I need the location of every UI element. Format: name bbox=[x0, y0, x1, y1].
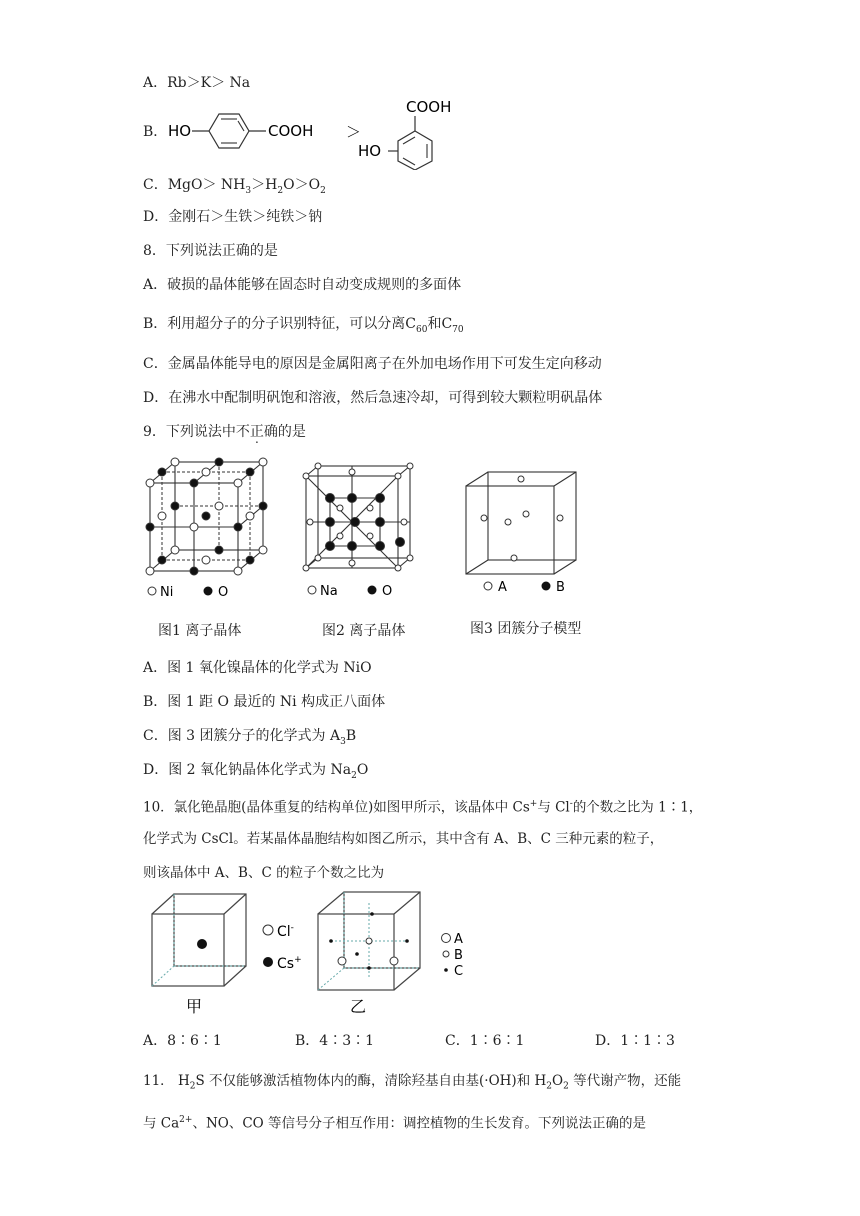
compound1-cooh-label: COOH bbox=[268, 122, 314, 140]
q10-option-b: B．4∶3∶1 bbox=[295, 1033, 375, 1049]
q7c-sub: 2 bbox=[277, 185, 284, 196]
q11-sub: 2 bbox=[546, 1081, 552, 1092]
q8b-sub: 70 bbox=[452, 324, 464, 335]
q7-option-d: D．金刚石＞生铁＞纯铁＞钠 bbox=[143, 209, 323, 225]
q7c-part: C．MgO＞ NH bbox=[143, 177, 246, 193]
q8b-part: 和C bbox=[427, 316, 453, 332]
cl-label: Cl bbox=[277, 924, 291, 940]
q9c-part: B bbox=[345, 728, 357, 744]
q10-sup: - bbox=[569, 799, 573, 809]
q11-part: 等代谢产物，还能 bbox=[568, 1073, 682, 1089]
q7c-part: ＞H bbox=[251, 177, 278, 193]
q11-stem-line2 bbox=[143, 1111, 646, 1133]
fig2-legend-o: O bbox=[382, 584, 393, 599]
q8-option-c: C．金属晶体能导电的原因是金属阳离子在外加电场作用下可发生定向移动 bbox=[143, 356, 602, 372]
q10-stem-line3: 则该晶体中 A、B、C 的粒子个数之比为 bbox=[143, 865, 385, 881]
fig-yi-crystal bbox=[310, 884, 480, 1018]
fig1-legend-o: O bbox=[218, 585, 229, 600]
fig1-nio-lattice bbox=[140, 450, 280, 610]
q9c-sub: 3 bbox=[340, 736, 346, 747]
q11-part: O bbox=[552, 1073, 564, 1089]
compound2-cooh-label: COOH bbox=[406, 98, 452, 116]
greater-than-sign: ＞ bbox=[346, 123, 362, 141]
cs-label: Cs bbox=[277, 956, 295, 972]
fig-yi-legend-c: C bbox=[454, 964, 464, 979]
q11-sub: 2 bbox=[189, 1081, 196, 1092]
q11-part: 、NO、CO 等信号分子相互作用：调控植物的生长发育。下列说法正确的是 bbox=[192, 1115, 647, 1132]
q7c-sub: 3 bbox=[245, 185, 252, 196]
q10-option-a: A．8∶6∶1 bbox=[143, 1033, 222, 1049]
q10-stem-line1 bbox=[143, 795, 702, 817]
q8b-part: B．利用超分子的分子识别特征，可以分离C bbox=[143, 316, 416, 332]
fig1-caption: 图1 离子晶体 bbox=[158, 623, 242, 639]
q9-stem-part: 的是 bbox=[277, 424, 306, 440]
q9-stem-emphasis: 不正确 bbox=[235, 424, 278, 440]
q7c-part: O＞O bbox=[283, 177, 321, 193]
q10-option-c: C．1∶6∶1 bbox=[445, 1033, 525, 1049]
q8-option-b bbox=[143, 315, 464, 339]
fig-yi-legend-b: B bbox=[454, 948, 463, 963]
q7c-sub: 2 bbox=[320, 185, 326, 196]
q7-option-a: A．Rb＞K＞ Na bbox=[143, 75, 251, 91]
fig1-legend-ni: Ni bbox=[160, 585, 174, 600]
q8-stem: 8．下列说法正确的是 bbox=[143, 243, 278, 259]
q7-option-b-structures bbox=[160, 92, 480, 170]
q9-stem bbox=[143, 423, 306, 441]
fig2-na2o-lattice bbox=[300, 458, 430, 608]
fig-jia-legend-cl bbox=[277, 923, 294, 940]
q11-stem-line1 bbox=[143, 1072, 681, 1096]
fig2-caption: 图2 离子晶体 bbox=[322, 623, 406, 639]
q10-sup: + bbox=[529, 799, 538, 809]
fig3-cluster-model bbox=[460, 462, 590, 602]
q8b-sub: 60 bbox=[416, 324, 428, 335]
fig-jia-cscl bbox=[140, 886, 310, 1018]
q9d-sub: 2 bbox=[351, 770, 357, 781]
q11-part: S 不仅能够激活植物体内的酶，清除羟基自由基(·OH)和 H bbox=[195, 1073, 547, 1089]
q9-option-b: B．图 1 距 O 最近的 Ni 构成正八面体 bbox=[143, 694, 386, 710]
compound1-ho-label: HO bbox=[168, 122, 192, 140]
q7-option-b-label: B． bbox=[143, 124, 168, 140]
fig-jia-caption: 甲 bbox=[186, 997, 203, 1016]
cl-sup: - bbox=[290, 923, 294, 933]
fig2-legend-na: Na bbox=[320, 584, 338, 599]
q9d-part: O bbox=[356, 762, 369, 778]
q10-option-d: D．1∶1∶3 bbox=[595, 1033, 675, 1049]
compound2-ho-label: HO bbox=[358, 142, 382, 160]
q11-part: 11． H bbox=[143, 1073, 190, 1089]
q11-part: 与 Ca bbox=[143, 1115, 180, 1132]
q11-sub: 2 bbox=[563, 1081, 569, 1092]
fig-jia-legend-cs bbox=[277, 955, 302, 972]
fig-yi-caption: 乙 bbox=[350, 997, 367, 1016]
q9-option-d bbox=[143, 761, 368, 785]
q9-option-a: A．图 1 氧化镍晶体的化学式为 NiO bbox=[143, 660, 372, 676]
q9-stem-part: 9．下列说法中 bbox=[143, 424, 236, 440]
fig-yi-legend-a: A bbox=[454, 932, 463, 947]
q9d-part: D．图 2 氧化钠晶体化学式为 Na bbox=[143, 762, 352, 778]
q8-option-d: D．在沸水中配制明矾饱和溶液，然后急速冷却，可得到较大颗粒明矾晶体 bbox=[143, 390, 603, 406]
q10-part: 与 Cl bbox=[537, 799, 570, 816]
fig3-legend-a: A bbox=[498, 580, 507, 595]
q10-part: 的个数之比为 1∶1， bbox=[572, 799, 703, 816]
q9-option-c bbox=[143, 727, 356, 751]
fig3-legend-b: B bbox=[556, 580, 565, 595]
q11-sup: 2+ bbox=[179, 1115, 193, 1125]
fig3-caption: 图3 团簇分子模型 bbox=[470, 621, 582, 637]
q10-part: 10．氯化铯晶胞(晶体重复的结构单位)如图甲所示，该晶体中 Cs bbox=[143, 799, 530, 816]
q8-option-a: A．破损的晶体能够在固态时自动变成规则的多面体 bbox=[143, 277, 462, 293]
q9c-part: C．图 3 团簇分子的化学式为 A bbox=[143, 728, 341, 744]
q10-stem-line2: 化学式为 CsCl。若某晶体晶胞结构如图乙所示，其中含有 A、B、C 三种元素的粒子， bbox=[143, 831, 664, 847]
cs-sup: + bbox=[294, 955, 302, 965]
q7-option-c bbox=[143, 176, 326, 200]
